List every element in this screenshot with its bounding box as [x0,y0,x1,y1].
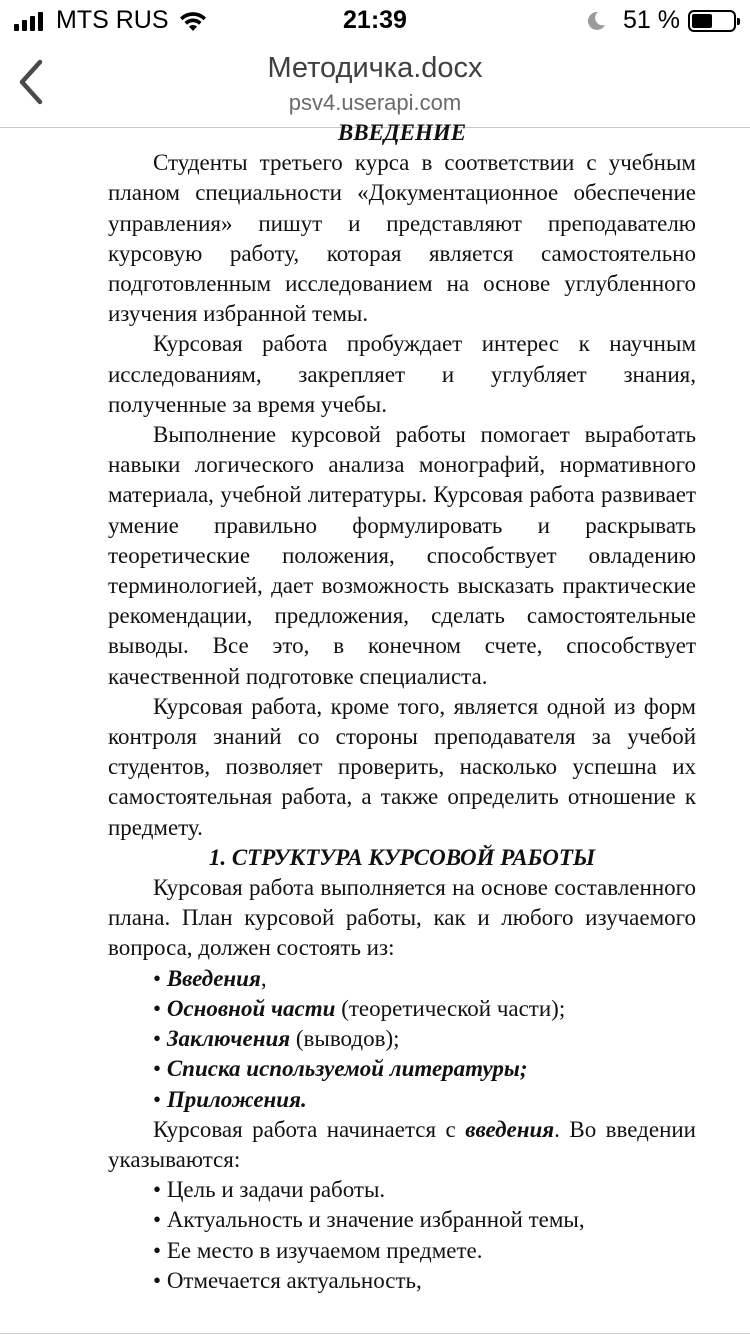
list-item: • Ее место в изучаемом предмете. [153,1237,483,1263]
battery-icon [688,10,736,32]
paragraph: Выполнение курсовой работы помогает выработать навыки логического анализа монографий, нормативного материала, учебной литературы. Курсовая работа развивает умение правильно формулировать и раскрывать теоретические положения, способствует овладению терминологией, дает возможность высказать практические рекомендации, предложения, сделать самостоятельные выводы. Все это, в конечном счете, способствует качественной подготовке специалиста. [108,422,696,689]
list-item: • Списка используемой литературы; [153,1056,528,1082]
clock: 21:39 [343,6,407,34]
paragraph: Студенты третьего курса в соответствии с учебным планом специальности «Документационное обеспечение управления» пишут и представляют преподавателю курсовую работу, которая является самостоятельно подготовленным исследованием на основе углубленного изучения избранной темы. [108,150,696,327]
list-item: • Отмечается актуальность, [153,1267,422,1293]
navigation-bar [0,40,750,128]
paragraph: Курсовая работа, кроме того, является одной из форм контроля знаний со стороны преподавателя за учебой студентов, позволяет проверить, насколько успешна их самостоятельная работа, а также определить отношение к предмету. [108,693,696,840]
battery-percent: 51 % [623,6,680,34]
list-item: • Основной части (теоретической части); [153,995,566,1021]
status-bar [0,0,750,40]
list-item: • Актуальность и значение избранной темы, [153,1207,585,1233]
list-item: • Цель и задачи работы. [153,1177,386,1203]
heading-intro: ВВЕДЕНИЕ [337,120,467,145]
paragraph: Курсовая работа пробуждает интерес к научным исследованиям, закрепляет и углубляет знания, полученные за время учебы. [108,331,696,417]
status-right [585,6,736,35]
list-item: • Введения, [153,965,267,991]
paragraph: Курсовая работа выполняется на основе составленного плана. План курсовой работы, как и любого изучаемого вопроса, должен состоять из: [108,875,696,961]
battery-fill [692,14,712,28]
carrier-label: MTS RUS [56,6,169,34]
document-title: Методичка.docx [267,52,483,84]
list-item: • Приложения. [153,1086,307,1112]
paragraph: Курсовая работа начинается с введения. Во введении указываются: [108,1116,696,1172]
heading-structure: 1. СТРУКТУРА КУРСОВОЙ РАБОТЫ [208,844,596,870]
do-not-disturb-moon-icon [585,10,607,32]
document-host: psv4.userapi.com [288,90,462,115]
document-body[interactable] [108,118,696,1296]
list-item: • Заключения (выводов); [153,1026,400,1052]
